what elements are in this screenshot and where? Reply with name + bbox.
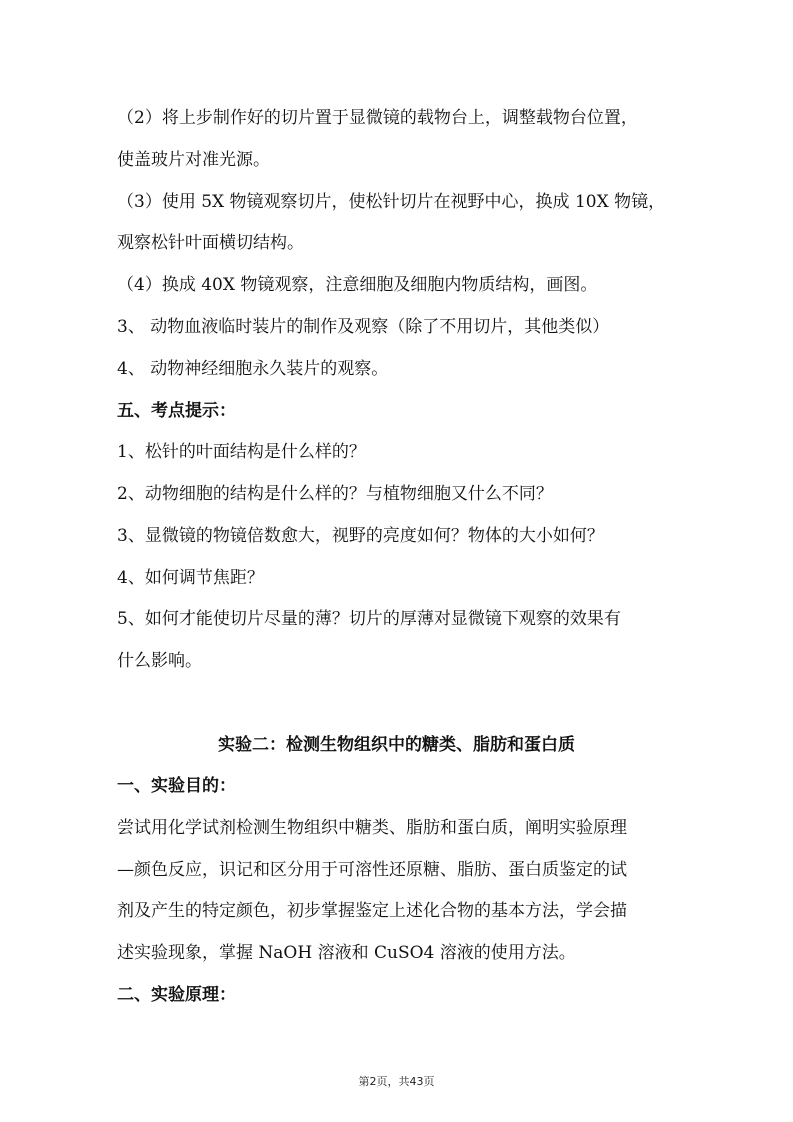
purpose-line-2: —颜色反应，识记和区分用于可溶性还原糖、脂肪、蛋白质鉴定的试 — [117, 860, 627, 880]
section-2-heading: 二、实验原理： — [117, 985, 236, 1005]
purpose-line-4: 述实验现象，掌握 NaOH 溶液和 CuSO4 溶液的使用方法。 — [117, 943, 576, 963]
question-2: 2、动物细胞的结构是什么样的？与植物细胞又什么不同？ — [117, 484, 553, 504]
question-1: 1、松针的叶面结构是什么样的？ — [117, 442, 366, 462]
section-5-heading: 五、考点提示： — [117, 401, 236, 421]
page-number-footer: 第2页，共43页 — [358, 1075, 435, 1088]
step-3-line-2: 观察松针叶面横切结构。 — [117, 233, 304, 253]
step-4-line: （4）换成 40X 物镜观察，注意细胞及细胞内物质结构，画图。 — [117, 275, 598, 295]
question-4: 4、如何调节焦距？ — [117, 568, 264, 588]
step-2-line-2: 使盖玻片对准光源。 — [117, 150, 270, 170]
experiment-title: 实验二：检测生物组织中的糖类、脂肪和蛋白质 — [218, 735, 575, 755]
step-3-line-1: （3）使用 5X 物镜观察切片，使松针切片在视野中心，换成 10X 物镜， — [117, 192, 666, 212]
step-2-line-1: （2）将上步制作好的切片置于显微镜的载物台上，调整载物台位置， — [117, 108, 638, 128]
purpose-line-3: 剂及产生的特定颜色，初步掌握鉴定上述化合物的基本方法，学会描 — [117, 901, 627, 921]
question-5-line-1: 5、如何才能使切片尽量的薄？切片的厚薄对显微镜下观察的效果有 — [117, 609, 621, 629]
item-4-line: 4、 动物神经细胞永久装片的观察。 — [117, 359, 389, 379]
purpose-line-1: 尝试用化学试剂检测生物组织中糖类、脂肪和蛋白质，阐明实验原理 — [117, 818, 627, 838]
section-1-heading: 一、实验目的： — [117, 776, 236, 796]
question-5-line-2: 什么影响。 — [117, 651, 202, 671]
question-3: 3、显微镜的物镜倍数愈大，视野的亮度如何？物体的大小如何？ — [117, 526, 604, 546]
item-3-line: 3、 动物血液临时装片的制作及观察（除了不用切片，其他类似） — [117, 317, 610, 337]
